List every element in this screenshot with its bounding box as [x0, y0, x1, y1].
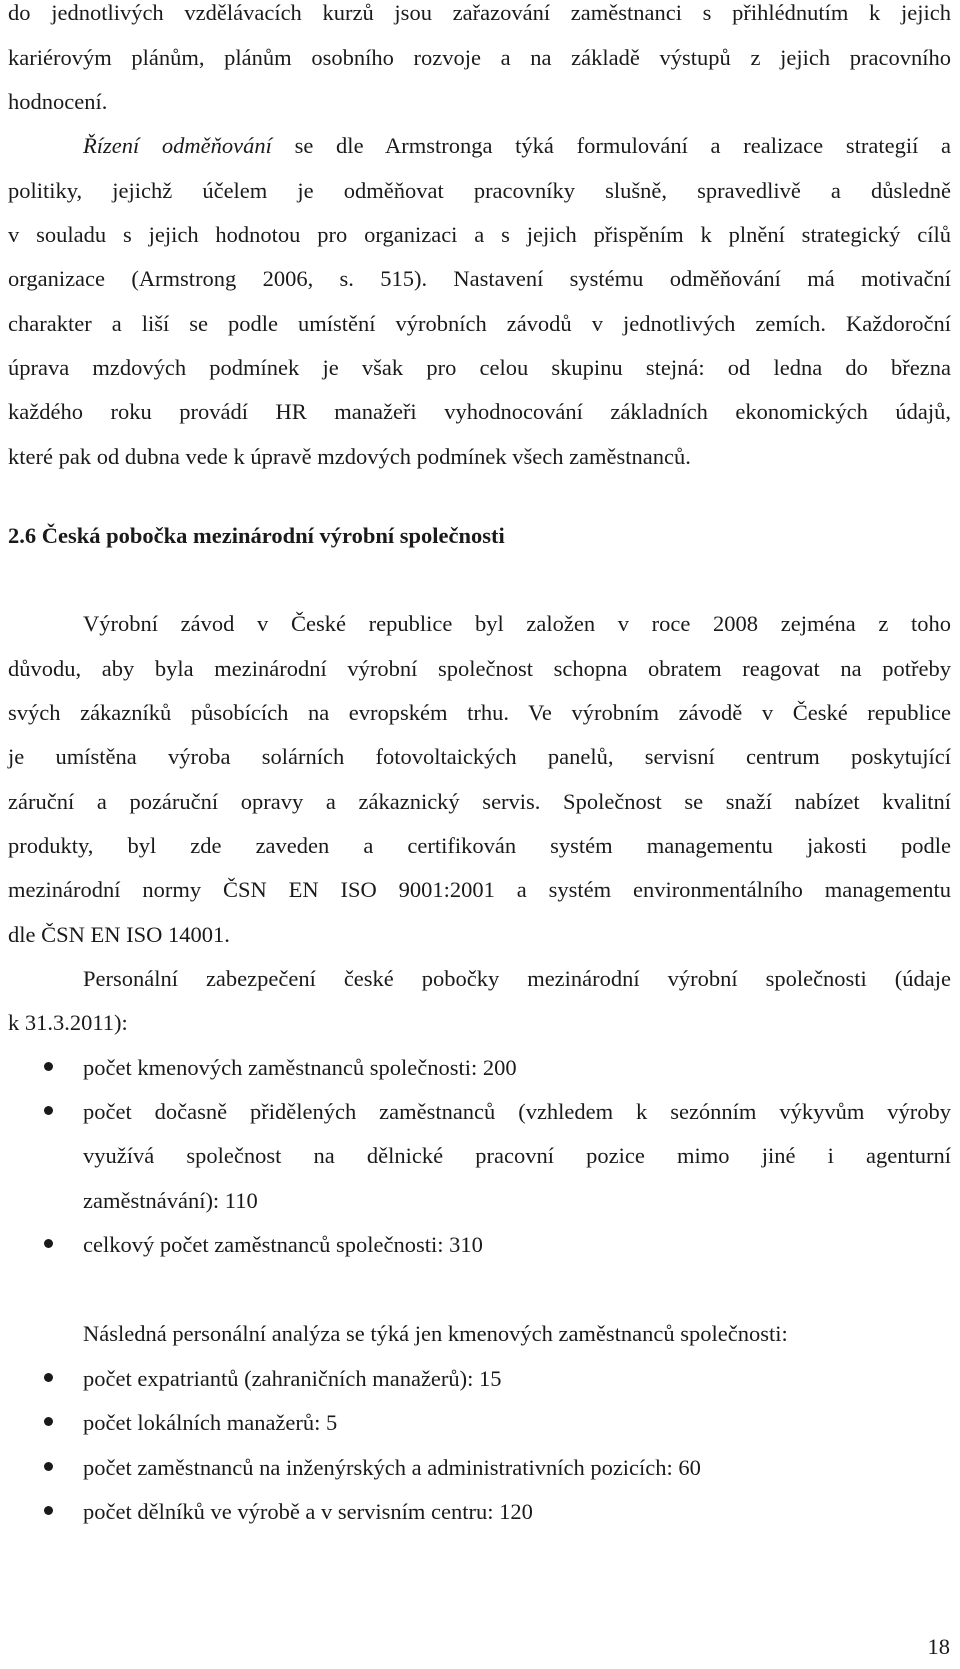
paragraph-line: politiky, jejichž účelem je odměňovat pracovníky slušně, spravedlivě a důsledně: [8, 178, 951, 203]
bullet-icon: [44, 1062, 53, 1071]
bullet-icon: [44, 1239, 53, 1248]
paragraph-line: [83, 135, 951, 158]
paragraph-line: Výrobní závod v České republice byl založen v roce 2008 zejména z toho: [83, 611, 951, 636]
list-item: počet zaměstnanců na inženýrských a administrativních pozicích: 60: [83, 1455, 701, 1480]
emphasized-term: Řízení odměňování: [83, 133, 272, 158]
paragraph-line: organizace (Armstrong 2006, s. 515). Nastavení systému odměňování má motivační: [8, 266, 951, 291]
list-item: počet lokálních manažerů: 5: [83, 1410, 338, 1435]
bullet-icon: [44, 1462, 53, 1471]
bullet-icon: [44, 1506, 53, 1515]
paragraph-line: svých zákazníků působících na evropském trhu. Ve výrobním závodě v České republice: [8, 700, 951, 725]
bullet-icon: [44, 1417, 53, 1426]
paragraph-line: v souladu s jejich hodnotou pro organizaci a s jejich přispěním k plnění strategický cílů: [8, 222, 951, 247]
bullet-icon: [44, 1106, 53, 1115]
paragraph-line: je umístěna výroba solárních fotovoltaických panelů, servisní centrum poskytující: [8, 744, 951, 769]
paragraph-line: záruční a pozáruční opravy a zákaznický servis. Společnost se snaží nabízet kvalitní: [8, 789, 951, 814]
paragraph-line: hodnocení.: [8, 89, 108, 114]
paragraph-line: produkty, byl zde zaveden a certifikován systém managementu jakosti podle: [8, 833, 951, 858]
list-item: počet expatriantů (zahraničních manažerů): 15: [83, 1366, 502, 1391]
paragraph-line: každého roku provádí HR manažeři vyhodnocování základních ekonomických údajů,: [8, 399, 951, 424]
paragraph-line: mezinárodní normy ČSN EN ISO 9001:2001 a systém environmentálního managementu: [8, 877, 951, 902]
paragraph-line: důvodu, aby byla mezinárodní výrobní společnost schopna obratem reagovat na potřeby: [8, 656, 951, 681]
list-item: celkový počet zaměstnanců společnosti: 310: [83, 1232, 483, 1257]
paragraph-line: do jednotlivých vzdělávacích kurzů jsou zařazování zaměstnanci s přihlédnutím k jejich: [8, 0, 951, 25]
page-number: 18: [927, 1634, 950, 1659]
list-item: počet kmenových zaměstnanců společnosti: 200: [83, 1055, 517, 1080]
paragraph-line: k 31.3.2011):: [8, 1010, 128, 1035]
paragraph-line: dle ČSN EN ISO 14001.: [8, 922, 230, 947]
list-item-continuation: využívá společnost na dělnické pracovní pozice mimo jiné i agenturní: [83, 1143, 951, 1168]
paragraph-line: Následná personální analýza se týká jen kmenových zaměstnanců společnosti:: [83, 1321, 788, 1346]
section-heading: 2.6 Česká pobočka mezinárodní výrobní společnosti: [8, 523, 505, 548]
list-item: počet dělníků ve výrobě a v servisním centru: 120: [83, 1499, 533, 1524]
paragraph-line: které pak od dubna vede k úpravě mzdových podmínek všech zaměstnanců.: [8, 444, 691, 469]
list-item-continuation: zaměstnávání): 110: [83, 1188, 258, 1213]
paragraph-line: kariérovým plánům, plánům osobního rozvoje a na základě výstupů z jejich pracovního: [8, 45, 951, 70]
paragraph-line: Personální zabezpečení české pobočky mezinárodní výrobní společnosti (údaje: [83, 966, 951, 991]
paragraph-text: se dle Armstronga týká formulování a realizace strategií a: [271, 133, 952, 158]
list-item: počet dočasně přidělených zaměstnanců (vzhledem k sezónním výkyvům výroby: [83, 1099, 951, 1124]
paragraph-line: charakter a liší se podle umístění výrobních závodů v jednotlivých zemích. Každoroční: [8, 311, 951, 336]
bullet-icon: [44, 1373, 53, 1382]
paragraph-line: úprava mzdových podmínek je však pro celou skupinu stejná: od ledna do března: [8, 355, 951, 380]
